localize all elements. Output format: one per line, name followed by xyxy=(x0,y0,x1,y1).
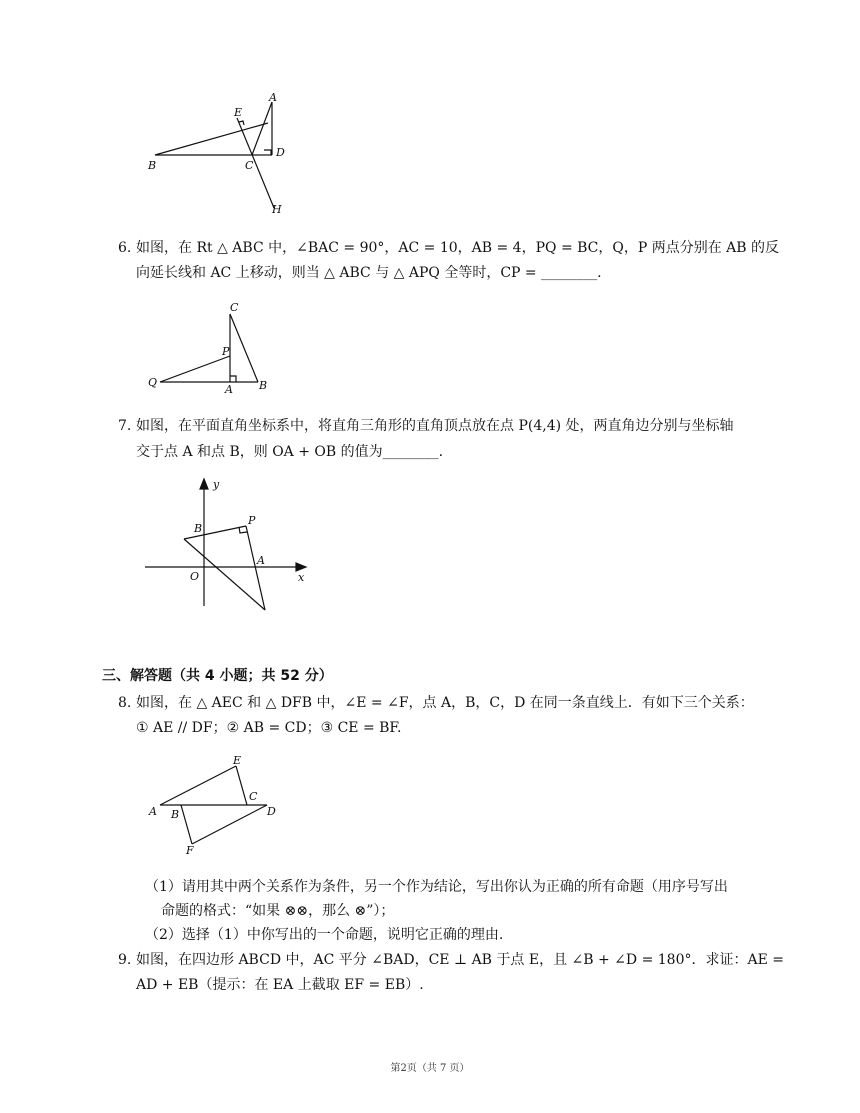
label-E: E xyxy=(233,754,242,767)
label-x: x xyxy=(298,571,305,584)
label-B: B xyxy=(259,379,268,392)
label-C: C xyxy=(230,301,239,314)
question-6-number: 6. xyxy=(118,240,132,256)
figure-q5 xyxy=(140,88,300,220)
label-B: B xyxy=(148,159,157,172)
label-y: y xyxy=(213,478,220,491)
label-Q: Q xyxy=(148,376,158,389)
question-9-line1: 如图，在四边形 ABCD 中，AC 平分 ∠BAD，CE ⊥ AB 于点 E，且 ∠B + ∠D = 180°．求证：AE = xyxy=(136,952,785,968)
label-P: P xyxy=(222,345,230,358)
label-A: A xyxy=(149,805,157,818)
page-footer: 第2页（共 7 页） xyxy=(390,1063,470,1074)
question-9-line2: AD + EB（提示：在 EA 上截取 EF = EB）. xyxy=(136,977,424,993)
section-3-title: 三、解答题（共 4 小题；共 52 分） xyxy=(102,668,333,684)
question-8-sub1-line2: 命题的格式：“如果 ⊗⊗，那么 ⊗”）； xyxy=(161,903,395,919)
label-D: D xyxy=(276,146,285,159)
question-8-sub1-line1: （1）请用其中两个关系作为条件，另一个作为结论，写出你认为正确的所有命题（用序号写出 xyxy=(145,879,728,895)
label-C: C xyxy=(245,159,254,172)
question-8-line1: 如图，在 △ AEC 和 △ DFB 中，∠E = ∠F，点 A，B，C，D 在同一条直线上．有如下三个关系： xyxy=(136,695,754,711)
figure-q6 xyxy=(140,298,280,398)
label-P: P xyxy=(248,514,256,527)
question-7-number: 7. xyxy=(118,418,132,434)
label-A: A xyxy=(269,91,277,104)
question-8-sub2: （2）选择（1）中你写出的一个命题，说明它正确的理由. xyxy=(145,927,504,943)
question-7-line2: 交于点 A 和点 B，则 OA + OB 的值为________. xyxy=(136,444,444,460)
label-D: D xyxy=(267,805,276,818)
label-A: A xyxy=(257,554,265,567)
figure-q8 xyxy=(140,752,290,862)
label-B: B xyxy=(194,522,203,535)
label-C: C xyxy=(249,790,258,803)
label-F: F xyxy=(186,844,194,857)
figure-q7 xyxy=(140,474,310,614)
question-8-line2: ① AE // DF；② AB = CD；③ CE = BF. xyxy=(136,720,402,736)
question-7-line1: 如图，在平面直角坐标系中，将直角三角形的直角顶点放在点 P(4,4) 处，两直角边分别与坐标轴 xyxy=(136,418,734,434)
question-9-number: 9. xyxy=(118,952,132,968)
label-H: H xyxy=(272,203,282,216)
label-B: B xyxy=(171,808,180,821)
question-8-number: 8. xyxy=(118,695,132,711)
label-A: A xyxy=(225,383,233,396)
question-6-line1: 如图，在 Rt △ ABC 中，∠BAC = 90°，AC = 10，AB = 4，PQ = BC，Q，P 两点分别在 AB 的反 xyxy=(136,240,780,256)
question-6-line2: 向延长线和 AC 上移动，则当 △ ABC 与 △ APQ 全等时，CP = ________. xyxy=(136,265,602,281)
label-O: O xyxy=(190,570,200,583)
label-E: E xyxy=(234,106,243,119)
